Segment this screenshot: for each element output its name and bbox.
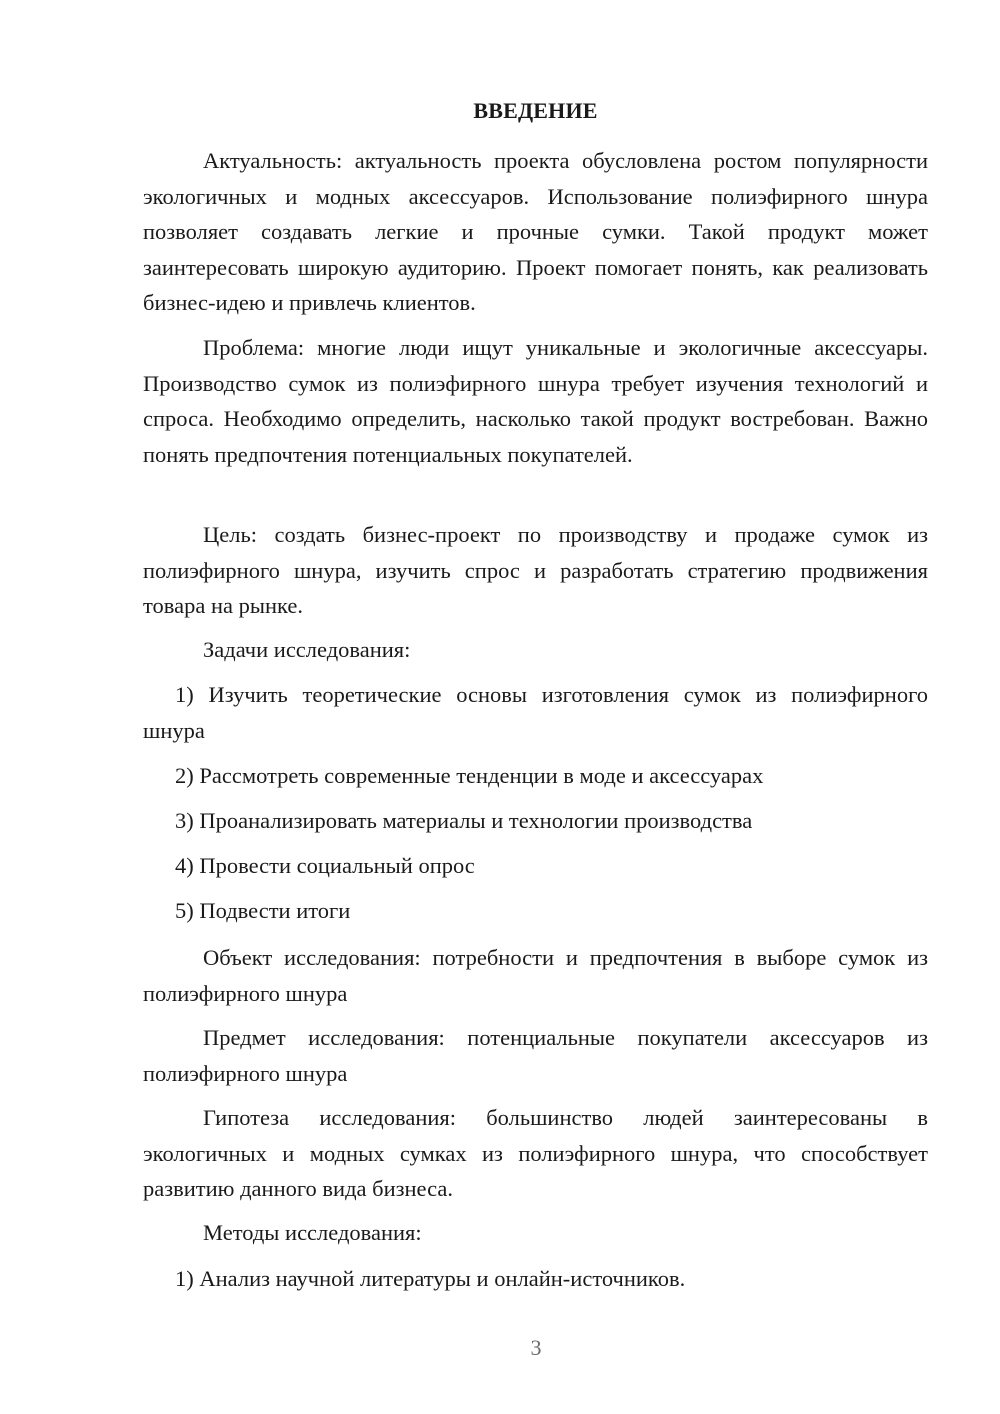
task-item-2: 2) Рассмотреть современные тенденции в моде и аксессуарах bbox=[175, 763, 764, 788]
hypothesis-paragraph: Гипотеза исследования: большинство людей заинтересованы в экологичных и модных сумках из полиэфирного шнура, что способствует развитию данного вида бизнеса. bbox=[143, 1105, 928, 1201]
page-number: 3 bbox=[530, 1335, 542, 1360]
goal-paragraph: Цель: создать бизнес-проект по производству и продаже сумок из полиэфирного шнура, изучить спрос и разработать стратегию продвижения товара на рынке. bbox=[143, 522, 928, 618]
research-subject-paragraph: Предмет исследования: потенциальные покупатели аксессуаров из полиэфирного шнура bbox=[143, 1025, 928, 1086]
page-title: ВВЕДЕНИЕ bbox=[473, 98, 598, 123]
task-item-1: 1) Изучить теоретические основы изготовления сумок из полиэфирного шнура bbox=[143, 682, 928, 743]
problem-paragraph: Проблема: многие люди ищут уникальные и экологичные аксессуары. Производство сумок из полиэфирного шнура требует изучения технологий и спроса. Необходимо определить, насколько такой продукт востребован. Важно понять предпочтения потенциальных покупателей. bbox=[143, 335, 928, 467]
research-object-paragraph: Объект исследования: потребности и предпочтения в выборе сумок из полиэфирного шнура bbox=[143, 945, 928, 1006]
tasks-heading: Задачи исследования: bbox=[203, 637, 411, 662]
task-item-3: 3) Проанализировать материалы и технологии производства bbox=[175, 808, 753, 833]
methods-heading: Методы исследования: bbox=[203, 1220, 422, 1245]
task-item-5: 5) Подвести итоги bbox=[175, 898, 351, 923]
relevance-paragraph: Актуальность: актуальность проекта обусловлена ростом популярности экологичных и модных аксессуаров. Использование полиэфирного шнура позволяет создавать легкие и прочные сумки. Такой продукт может заинтересовать широкую аудиторию. Проект помогает понять, как реализовать бизнес-идею и привлечь клиентов. bbox=[143, 148, 928, 315]
method-item-1: 1) Анализ научной литературы и онлайн-источников. bbox=[175, 1266, 686, 1291]
task-item-4: 4) Провести социальный опрос bbox=[175, 853, 475, 878]
